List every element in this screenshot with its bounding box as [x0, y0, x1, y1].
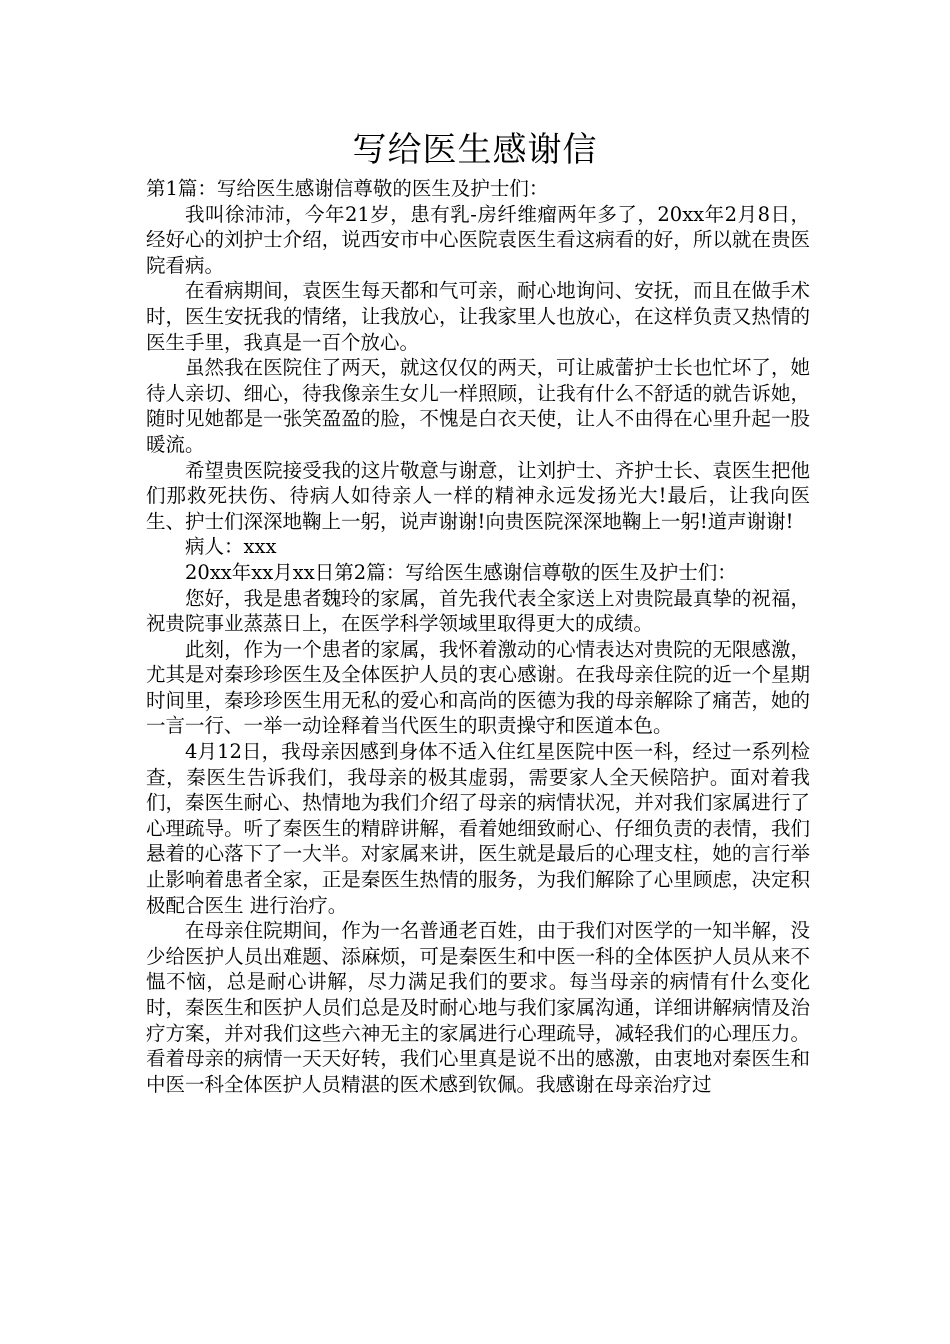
document-body	[146, 176, 810, 1097]
signature-line: 病人：xxx	[185, 535, 277, 559]
paragraph: 第1篇：写给医生感谢信尊敬的医生及护士们：	[146, 177, 549, 200]
paragraph: 4月12日，我母亲因感到身体不适入住红星医院中医一科，经过一系列检查，秦医生告诉我们，我母亲的极其虚弱，需要家人全天候陪护。面对着我们，秦医生耐心、热情地为我们介绍了母亲的病情状况，并对我们家属进行了心理疏导。听了秦医生的精辟讲解，看着她细致耐心、仔细负责的表情，我们悬着的心落下了一大半。对家属来讲，医生就是最后的心理支柱，她的言行举止影响着患者全家，正是秦医生热情的服务，为我们解除了心里顾虑，决定积极配合医生 进行治疗。	[146, 740, 810, 917]
paragraph: 虽然我在医院住了两天，就这仅仅的两天，可让戚蕾护士长也忙坏了，她待人亲切、细心，待我像亲生女儿一样照顾，让我有什么不舒适的就告诉她，随时见她都是一张笑盈盈的脸，不愧是白衣天使，让人不由得在心里升起一股暖流。	[146, 356, 810, 456]
paragraph: 希望贵医院接受我的这片敬意与谢意，让刘护士、齐护士长、袁医生把他们那救死扶伤、待病人如待亲人一样的精神永远发扬光大!最后，让我向医生、护士们深深地鞠上一躬，说声谢谢!向贵医院深深地鞠上一躬!道声谢谢!	[146, 458, 810, 533]
paragraph: 在看病期间，袁医生每天都和气可亲，耐心地询问、安抚，而且在做手术时，医生安抚我的情绪，让我放心，让我家里人也放心，在这样负责又热情的医生手里，我真是一百个放心。	[146, 279, 810, 354]
paragraph: 此刻，作为一个患者的家属，我怀着激动的心情表达对贵院的无限感激，尤其是对秦珍珍医生及全体医护人员的衷心感谢。在我母亲住院的近一个星期时间里，秦珍珍医生用无私的爱心和高尚的医德为我的母亲解除了痛苦，她的一言一行、一举一动诠释着当代医生的职责操守和医道本色。	[146, 637, 810, 738]
paragraph: 20xx年xx月xx日第2篇：写给医生感谢信尊敬的医生及护士们：	[185, 560, 737, 584]
document-title: 写给医生感谢信	[352, 130, 598, 170]
paragraph: 您好，我是患者魏玲的家属，首先我代表全家送上对贵院最真挚的祝福，祝贵院事业蒸蒸日上，在医学科学领域里取得更大的成绩。	[146, 586, 810, 636]
paragraph: 在母亲住院期间，作为一名普通老百姓，由于我们对医学的一知半解，没少给医护人员出难题、添麻烦，可是秦医生和中医一科的全体医护人员从来不愠不恼，总是耐心讲解，尽力满足我们的要求。每当母亲的病情有什么变化时，秦医生和医护人员们总是及时耐心地与我们家属沟通，详细讲解病情及治疗方案，并对我们这些六神无主的家属进行心理疏导，减轻我们的心理压力。看着母亲的病情一天天好转，我们心里真是说不出的感激，由衷地对秦医生和中医一科全体医护人员精湛的医术感到钦佩。我感谢在母亲治疗过	[146, 919, 810, 1096]
paragraph: 我叫徐沛沛，今年21岁，患有乳-房纤维瘤两年多了，20xx年2月8日，经好心的刘护士介绍，说西安市中心医院袁医生看这病看的好，所以就在贵医院看病。	[146, 202, 810, 277]
